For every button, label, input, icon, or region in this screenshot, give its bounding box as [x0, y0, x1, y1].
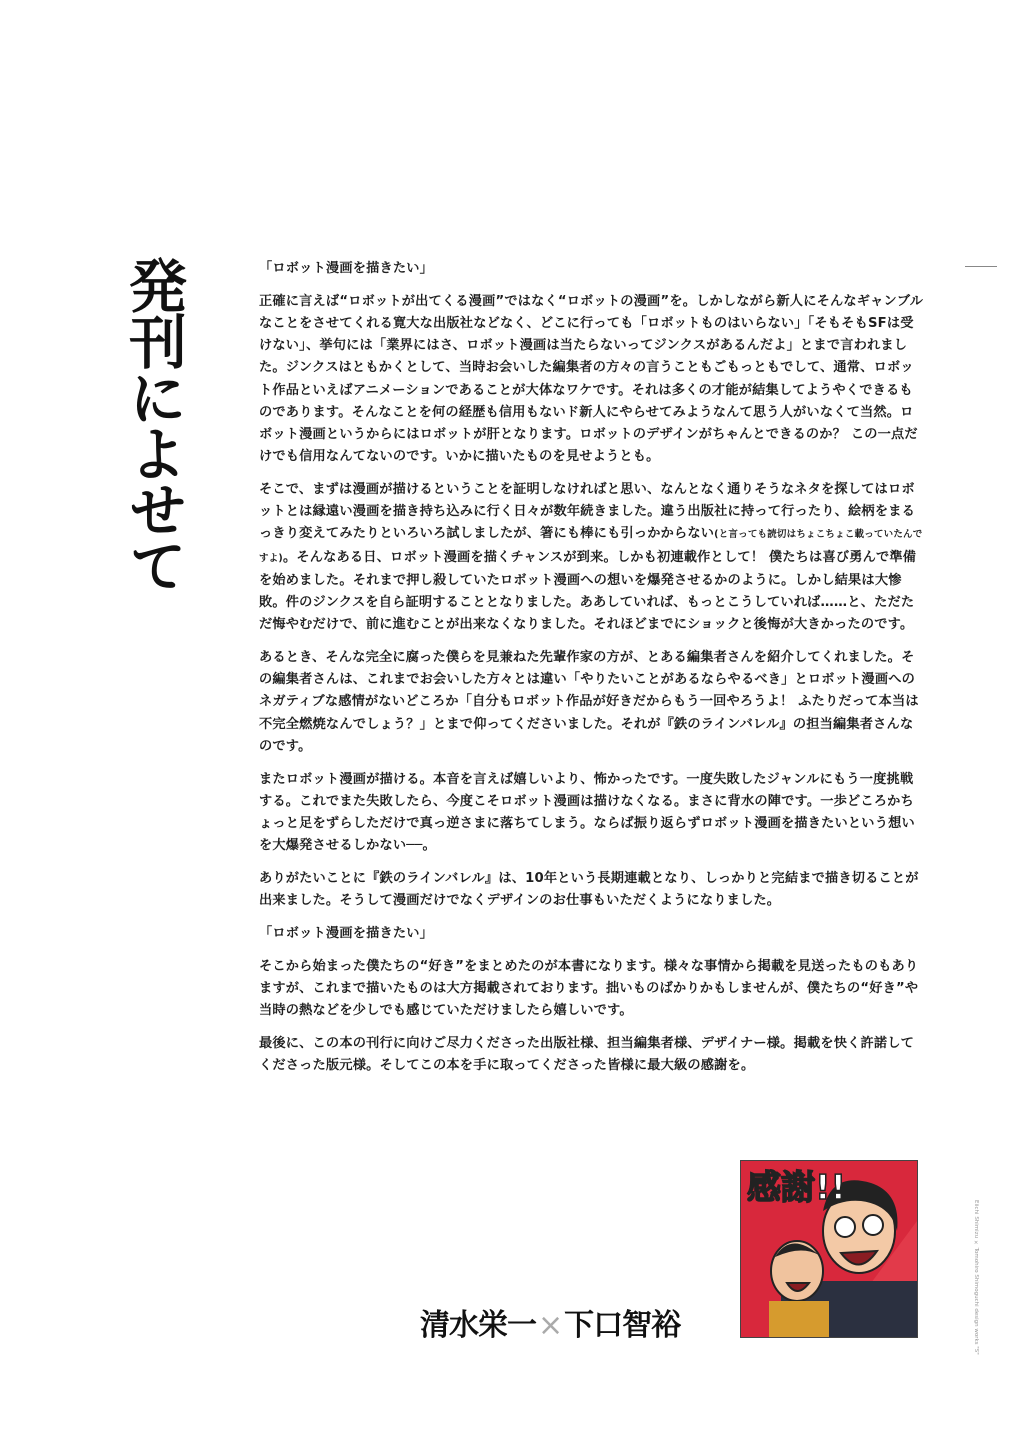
paragraph: あるとき、そんな完全に腐った僕らを見兼ねた先輩作家の方が、とある編集者さんを紹介してくれました。その編集者さんは、これまでお会いした方々とは違い「やりたいことがあるならやるべき」とロボット漫画へのネガティブな感情がないどころか「自分もロボット作品が好きだからもう一回やろうよ！ ふたりだって本当は不完全燃焼なんでしょう？」とまで仰ってくださいました。それが『鉄のラインバレル』の担当編集者さんなのです。: [259, 650, 919, 754]
paragraph: 最後に、この本の刊行に向けご尽力くださった出版社様、担当編集者様、デザイナー様。掲載を快く許諾してくださった版元様。そしてこの本を手に取ってくださった皆様に最大級の感謝を。: [259, 1036, 915, 1074]
side-rule: [965, 266, 997, 267]
author-shimoguchi: 下口智裕: [564, 1308, 681, 1343]
paragraph: 正確に言えば“ロボットが出てくる漫画”ではなく“ロボットの漫画”を。しかしながら新人にそんなギャンブルなことをさせてくれる寛大な出版社などなく、どこに行っても「ロボットものはいらない」「そもそもSFは受けない」、挙句には「業界にはさ、ロボット漫画は当たらないってジンクスがあるんだよ」とまで言われました。ジンクスはともかくとして、当時お会いした編集者の方々の言うこともごもっともでして、通常、ロボット作品といえばアニメーションであることが大体なワケです。それは多くの才能が結集してようやくできるものであります。そんなことを何の経歴も信用もないド新人にやらせてみようなんて思う人がいなくて当然。ロボット漫画というからにはロボットが肝となります。ロボットのデザインがちゃんとできるのか？ この一点だけでも信用なんてないのです。いかに描いたものを見せようとも。: [259, 293, 924, 465]
paragraph: 「ロボット漫画を描きたい」: [259, 926, 434, 942]
illustration-art: [741, 1161, 917, 1337]
illustration: [740, 1160, 918, 1338]
paragraph: そこから始まった僕たちの“好き”をまとめたのが本書になります。様々な事情から掲載を見送ったものもありますが、これまで描いたものは大方掲載されております。拙いものばかりかもしませんが、僕たちの“好き”や当時の熱などを少しでも感じていただけましたら嬉しいです。: [259, 958, 919, 1019]
paragraph: 「ロボット漫画を描きたい」: [259, 261, 434, 276]
paragraph-text: そこで、まずは漫画が描けるということを証明しなければと思い、なんとなく通りそうなネタを探してはロボットとは縁遠い漫画を描き持ち込みに行く日々が数年続きました。違う出版社に持って行ったり、絵柄をまるっきり変えてみたりといろいろ試しましたが、箸にも棒にも引っかからない: [259, 482, 915, 542]
paragraph: またロボット漫画が描ける。本音を言えば嬉しいより、怖かったです。一度失敗したジャンルにもう一度挑戦する。これでまた失敗したら、今度こそロボット漫画は描けなくなる。まさに背水の陣です。一歩どころかちょっと足をずらしただけで真っ逆さまに落ちてしまう。ならば振り返らずロボット漫画を描きたいという想いを大爆発させるしかない──。: [259, 771, 915, 854]
author-shimizu: 清水栄一: [420, 1308, 536, 1343]
illustration-caption: 感謝!!: [747, 1168, 847, 1208]
paragraph-aside: (と言っても読切はちょこちょこ載っていたんですよ): [259, 529, 923, 564]
credit-text: Eiichi Shimizu × Tomohiro Shimoguchi design works "S": [973, 1200, 979, 1355]
paragraph-text: 。そんなある日、ロボット漫画を描くチャンスが到来。しかも初連載作として！ 僕たちは喜び勇んで準備を始めました。それまで押し殺していたロボット漫画への想いを爆発させるかのように。しかし結果は大惨敗。件のジンクスを自ら証明することとなりました。ああしていれば、もっとこうしていれば……と、ただただ悔やむだけで、前に進むことが出来なくなりました。それほどまでにショックと後悔が大きかったのです。: [259, 549, 917, 633]
page-title: 発刊によせて: [119, 256, 187, 592]
body-text: [259, 258, 925, 1088]
author-names: [420, 1300, 680, 1344]
cross-mark: ×: [538, 1308, 563, 1343]
paragraph: [259, 479, 925, 636]
paragraph: ありがたいことに『鉄のラインバレル』は、10年という長期連載となり、しっかりと完結まで描き切ることが出来ました。そうして漫画だけでなくデザインのお仕事もいただくようになりました。: [259, 871, 919, 909]
